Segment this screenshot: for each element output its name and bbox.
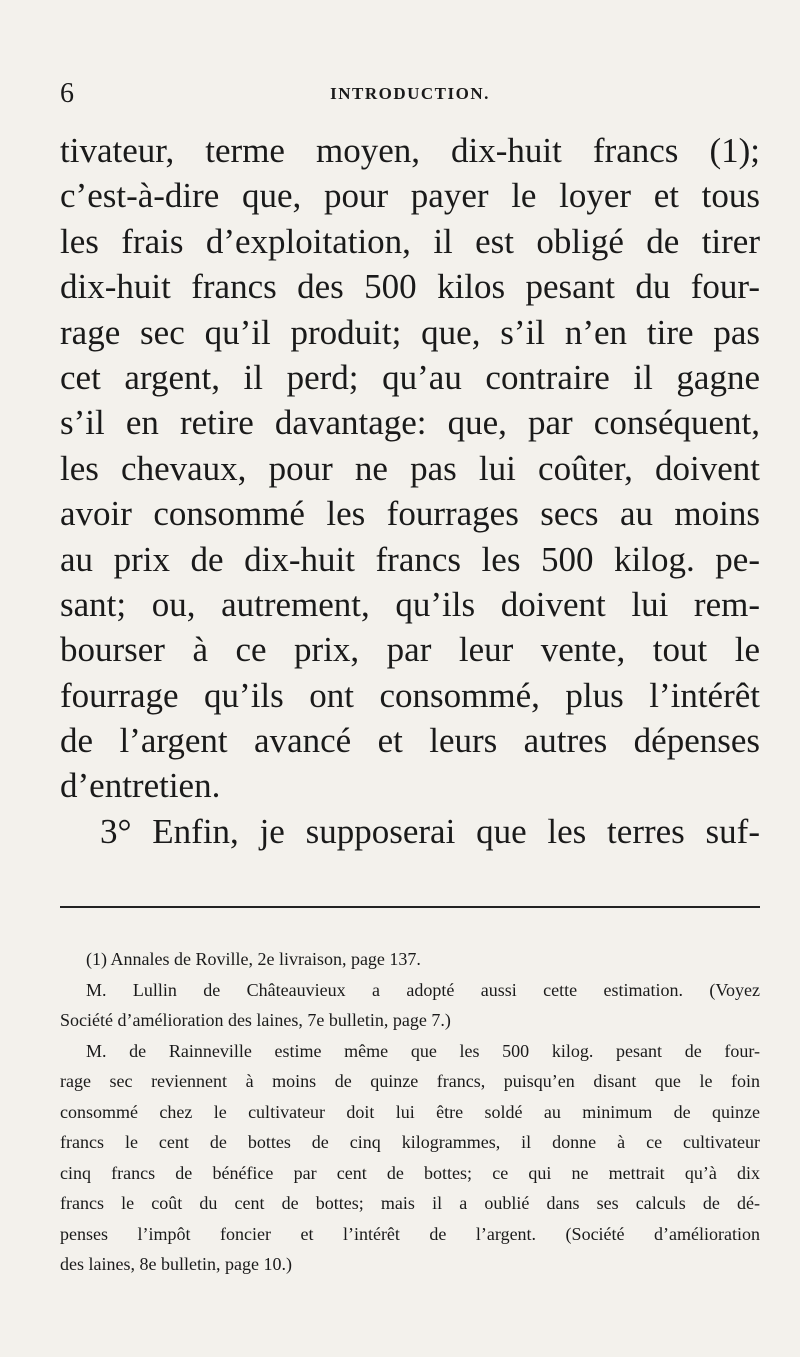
footnote-line: M. de Rainneville estime même que les 500 kilog. pesant de four- (86, 1040, 760, 1061)
footnote-line: francs le coût du cent de bottes; mais il a oublié dans ses calculs de dé- (60, 1193, 760, 1213)
running-title: INTRODUCTION. (330, 84, 490, 103)
footnote-line: francs le cent de bottes de cinq kilogrammes, il donne à ce cultivateur (60, 1132, 760, 1152)
body-line: 3° Enfin, je supposerai que les terres suf- (100, 811, 760, 851)
body-line: les frais d’exploitation, il est obligé de tirer (60, 221, 760, 261)
footnote-line: (1) Annales de Roville, 2e livraison, page 137. (86, 949, 421, 969)
body-line: de l’argent avancé et leurs autres dépenses (60, 721, 760, 761)
body-line: s’il en retire davantage: que, par conséquent, (60, 403, 760, 443)
body-line: fourrage qu’ils ont consommé, plus l’intérêt (60, 675, 760, 715)
body-line: c’est-à-dire que, pour payer le loyer et tous (60, 176, 760, 216)
body-line: sant; ou, autrement, qu’ils doivent lui rem- (60, 584, 760, 624)
body-line: au prix de dix-huit francs les 500 kilog. pe- (60, 539, 760, 579)
body-line: dix-huit francs des 500 kilos pesant du four- (60, 267, 760, 307)
body-line: rage sec qu’il produit; que, s’il n’en tire pas (60, 312, 760, 352)
page-number: 6 (60, 78, 74, 109)
footnote-line: Société d’amélioration des laines, 7e bulletin, page 7.) (60, 1010, 451, 1030)
body-text (60, 128, 760, 854)
footnote-line: penses l’impôt foncier et l’intérêt de l’argent. (Société d’amélioration (60, 1223, 760, 1244)
body-line: bourser à ce prix, par leur vente, tout le (60, 630, 760, 670)
body-line: avoir consommé les fourrages secs au moins (60, 494, 760, 534)
footnote-line: cinq francs de bénéfice par cent de bottes; ce qui ne mettrait qu’à dix (60, 1162, 760, 1183)
footnote-separator (60, 906, 760, 908)
body-line: les chevaux, pour ne pas lui coûter, doivent (60, 448, 760, 488)
footnote-line: rage sec reviennent à moins de quinze francs, puisqu’en disant que le foin (60, 1071, 760, 1091)
body-line: cet argent, il perd; qu’au contraire il gagne (60, 357, 760, 397)
footnote-line: consommé chez le cultivateur doit lui être soldé au minimum de quinze (60, 1101, 760, 1122)
body-line: tivateur, terme moyen, dix-huit francs (1); (60, 131, 760, 170)
body-line: d’entretien. (60, 766, 221, 806)
footnote-line: des laines, 8e bulletin, page 10.) (60, 1254, 292, 1274)
page-header (60, 78, 760, 118)
footnote-line: M. Lullin de Châteauvieux a adopté aussi cette estimation. (Voyez (86, 979, 760, 1000)
footnotes (60, 944, 760, 1280)
